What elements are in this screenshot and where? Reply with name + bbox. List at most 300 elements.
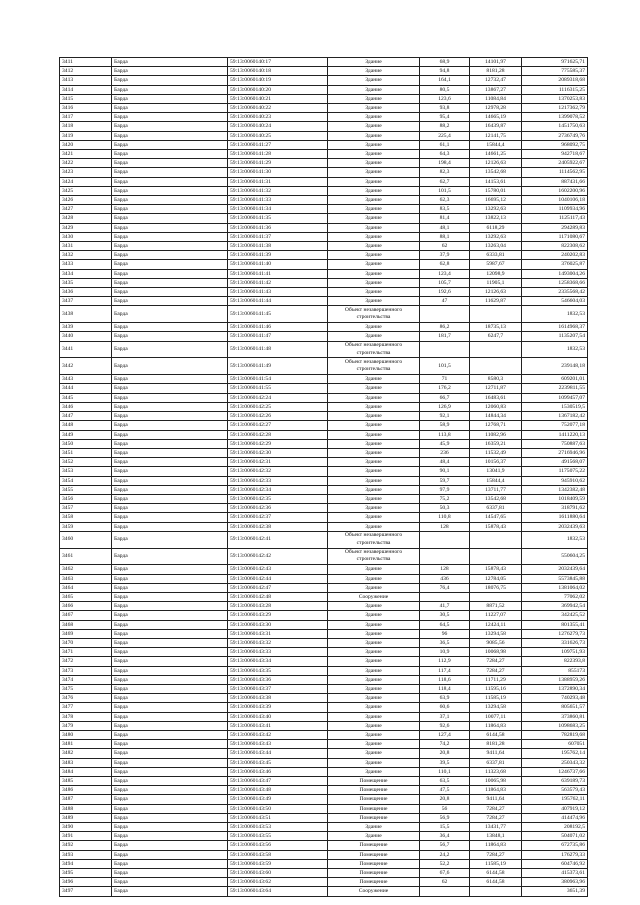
row-number: 3412 [60,67,112,76]
cadastral-value-cell: 2716946,96 [522,448,588,457]
cadastral-number-cell: 59:13:0060142:33 [228,476,328,485]
settlement-cell: Барда [112,592,228,601]
area-cell: 198,4 [420,159,470,168]
row-number: 3451 [60,448,112,457]
row-number: 3467 [60,611,112,620]
row-number: 3423 [60,168,112,177]
unit-value-cell [470,358,522,375]
table-row [60,269,588,278]
cadastral-number-cell: 59:13:0060141:38 [228,242,328,251]
unit-value-cell: 15878,43 [470,522,522,531]
object-type-cell: Здание [328,150,420,159]
unit-value-cell: 8871,52 [470,602,522,611]
cadastral-value-cell: 1611880,64 [522,513,588,522]
table-row [60,583,588,592]
cadastral-value-cell: 639189,73 [522,777,588,786]
area-cell: 128 [420,522,470,531]
table-row [60,402,588,411]
cadastral-number-cell: 59:13:0060141:55 [228,384,328,393]
area-cell: 56 [420,804,470,813]
settlement-cell: Барда [112,412,228,421]
unit-value-cell: 15878,43 [470,565,522,574]
cadastral-value-cell: 740293,48 [522,694,588,703]
settlement-cell: Барда [112,602,228,611]
settlement-cell: Барда [112,467,228,476]
cadastral-value-cell: 1451750,63 [522,122,588,131]
area-cell: 127,4 [420,730,470,739]
object-type-cell: Сооружение [328,592,420,601]
area-cell: 82,3 [420,168,470,177]
cadastral-number-cell: 59:13:0060141:31 [228,177,328,186]
cadastral-number-cell: 59:13:0060141:32 [228,186,328,195]
settlement-cell: Барда [112,878,228,887]
row-number: 3461 [60,548,112,565]
settlement-cell: Барда [112,288,228,297]
object-type-cell: Помещение [328,878,420,887]
cadastral-number-cell: 59:13:0060142:36 [228,504,328,513]
object-type-cell: Здание [328,476,420,485]
area-cell: 62,3 [420,196,470,205]
row-number: 3486 [60,786,112,795]
unit-value-cell: 14665,19 [470,113,522,122]
row-number: 3496 [60,878,112,887]
table-row [60,823,588,832]
settlement-cell: Барда [112,260,228,269]
object-type-cell: Здание [328,412,420,421]
area-cell: 92,1 [420,412,470,421]
cadastral-value-cell: 1367182,42 [522,412,588,421]
row-number: 3445 [60,393,112,402]
object-type-cell: Здание [328,421,420,430]
cadastral-number-cell: 59:13:0060141:33 [228,196,328,205]
table-row [60,485,588,494]
cadastral-value-cell: 945910,62 [522,476,588,485]
row-number: 3421 [60,150,112,159]
row-number: 3444 [60,384,112,393]
area-cell: 113,8 [420,430,470,439]
cadastral-number-cell: 59:13:0060142:41 [228,531,328,548]
area-cell: 24,2 [420,850,470,859]
cadastral-number-cell: 59:13:0060142:35 [228,494,328,503]
table-row [60,168,588,177]
area-cell: 95,4 [420,113,470,122]
cadastral-number-cell: 59:13:0060143:48 [228,786,328,795]
cadastral-value-cell: 1109934,96 [522,205,588,214]
table-row [60,648,588,657]
row-number: 3432 [60,251,112,260]
cadastral-value-cell: 77062,02 [522,592,588,601]
settlement-cell: Барда [112,657,228,666]
unit-value-cell [470,887,522,896]
unit-value-cell: 6144,58 [470,730,522,739]
area-cell: 76,4 [420,583,470,592]
settlement-cell: Барда [112,421,228,430]
area-cell: 30,5 [420,611,470,620]
settlement-cell: Барда [112,402,228,411]
cadastral-value-cell: 208192,5 [522,823,588,832]
settlement-cell: Барда [112,332,228,341]
cadastral-number-cell: 59:13:0060142:37 [228,513,328,522]
cadastral-number-cell: 59:13:0060141:39 [228,251,328,260]
area-cell: 63,5 [420,777,470,786]
table-row [60,439,588,448]
row-number: 3411 [60,58,112,67]
unit-value-cell: 13294,58 [470,703,522,712]
settlement-cell: Барда [112,113,228,122]
row-number: 3488 [60,804,112,813]
object-type-cell: Здание [328,232,420,241]
unit-value-cell: 16483,61 [470,393,522,402]
object-type-cell: Здание [328,565,420,574]
object-type-cell: Здание [328,430,420,439]
row-number: 3497 [60,887,112,896]
settlement-cell: Барда [112,341,228,358]
cadastral-number-cell: 59:13:0060142:27 [228,421,328,430]
area-cell: 118,4 [420,684,470,693]
settlement-cell: Барда [112,694,228,703]
cadastral-value-cell: 250343,32 [522,758,588,767]
area-cell: 112,9 [420,657,470,666]
cadastral-value-cell: 1114562,95 [522,168,588,177]
table-row [60,767,588,776]
cadastral-value-cell: 504071,02 [522,832,588,841]
area-cell: 236 [420,448,470,457]
cadastral-value-cell: 672735,86 [522,841,588,850]
row-number: 3475 [60,684,112,693]
object-type-cell: Здание [328,177,420,186]
table-row [60,430,588,439]
table-row [60,694,588,703]
table-row [60,522,588,531]
unit-value-cell: 13041,9 [470,467,522,476]
object-type-cell: Здание [328,288,420,297]
cadastral-value-cell: 1493004,26 [522,269,588,278]
row-number: 3448 [60,421,112,430]
row-number: 3479 [60,721,112,730]
settlement-cell: Барда [112,666,228,675]
area-cell: 74,2 [420,740,470,749]
row-number: 3428 [60,214,112,223]
unit-value-cell: 11082,96 [470,430,522,439]
object-type-cell: Здание [328,205,420,214]
object-type-cell: Здание [328,666,420,675]
settlement-cell: Барда [112,684,228,693]
table-row [60,358,588,375]
object-type-cell: Здание [328,113,420,122]
object-type-cell: Здание [328,574,420,583]
row-number: 3429 [60,223,112,232]
object-type-cell: Здание [328,767,420,776]
cadastral-value-cell: 369942,54 [522,602,588,611]
row-number: 3458 [60,513,112,522]
area-cell: 123,4 [420,269,470,278]
row-number: 3453 [60,467,112,476]
cadastral-number-cell: 59:13:0060140:25 [228,131,328,140]
area-cell: 59,7 [420,476,470,485]
table-row [60,214,588,223]
cadastral-value-cell: 550604,25 [522,548,588,565]
unit-value-cell: 10077,11 [470,712,522,721]
area-cell: 181,7 [420,332,470,341]
table-row [60,448,588,457]
unit-value-cell: 10068,98 [470,648,522,657]
area-cell: 60,6 [420,703,470,712]
table-row [60,251,588,260]
cadastral-value-cell: 855173 [522,666,588,675]
cadastral-value-cell: 176279,33 [522,850,588,859]
object-type-cell: Здание [328,458,420,467]
area-cell: 37,9 [420,251,470,260]
cadastral-number-cell: 59:13:0060143:47 [228,777,328,786]
unit-value-cell: 14547,65 [470,513,522,522]
table-row [60,375,588,384]
settlement-cell: Барда [112,565,228,574]
object-type-cell: Помещение [328,869,420,878]
cadastral-value-cell: 239148,18 [522,358,588,375]
unit-value-cell: 11323,68 [470,767,522,776]
row-number: 3487 [60,795,112,804]
object-type-cell: Здание [328,648,420,657]
object-type-cell: Здание [328,611,420,620]
area-cell: 68,9 [420,58,470,67]
cadastral-number-cell: 59:13:0060143:29 [228,611,328,620]
cadastral-number-cell: 59:13:0060142:44 [228,574,328,583]
unit-value-cell: 7284,27 [470,657,522,666]
cadastral-number-cell: 59:13:0060143:38 [228,694,328,703]
unit-value-cell: 12784,05 [470,574,522,583]
row-number: 3469 [60,629,112,638]
cadastral-value-cell: 609201,01 [522,375,588,384]
unit-value-cell: 12711,87 [470,384,522,393]
unit-value-cell: 8181,28 [470,67,522,76]
unit-value-cell [470,592,522,601]
cadastral-number-cell: 59:13:0060143:46 [228,767,328,776]
cadastral-number-cell: 59:13:0060143:55 [228,832,328,841]
object-type-cell: Здание [328,712,420,721]
settlement-cell: Барда [112,393,228,402]
cadastral-number-cell: 59:13:0060141:44 [228,297,328,306]
cadastral-value-cell: 1246737,66 [522,767,588,776]
row-number: 3476 [60,694,112,703]
table-row [60,813,588,822]
row-number: 3433 [60,260,112,269]
object-type-cell: Здание [328,393,420,402]
area-cell: 126,9 [420,402,470,411]
settlement-cell: Барда [112,177,228,186]
settlement-cell: Барда [112,384,228,393]
unit-value-cell: 12732,47 [470,76,522,85]
object-type-cell: Здание [328,721,420,730]
row-number: 3416 [60,104,112,113]
settlement-cell: Барда [112,196,228,205]
table-row [60,638,588,647]
settlement-cell: Барда [112,703,228,712]
settlement-cell: Барда [112,721,228,730]
cadastral-number-cell: 59:13:0060143:62 [228,878,328,887]
unit-value-cell: 11084,84 [470,94,522,103]
settlement-cell: Барда [112,548,228,565]
unit-value-cell: 13292,63 [470,232,522,241]
object-type-cell: Здание [328,260,420,269]
row-number: 3494 [60,859,112,868]
cadastral-number-cell: 59:13:0060141:47 [228,332,328,341]
table-row [60,412,588,421]
cadastral-value-cell: 331626,73 [522,638,588,647]
unit-value-cell: 13542,68 [470,494,522,503]
unit-value-cell: 5987,67 [470,260,522,269]
unit-value-cell: 13867,27 [470,85,522,94]
cadastral-number-cell: 59:13:0060143:36 [228,675,328,684]
settlement-cell: Барда [112,730,228,739]
unit-value-cell: 16695,12 [470,196,522,205]
settlement-cell: Барда [112,574,228,583]
unit-value-cell: 6118,29 [470,223,522,232]
settlement-cell: Барда [112,94,228,103]
row-number: 3491 [60,832,112,841]
row-number: 3457 [60,504,112,513]
cadastral-value-cell: 1832,53 [522,341,588,358]
unit-value-cell: 11711,29 [470,675,522,684]
settlement-cell: Барда [112,232,228,241]
settlement-cell: Барда [112,823,228,832]
object-type-cell: Объект незавершенного строительства [328,341,420,358]
unit-value-cell: 13263,04 [470,242,522,251]
row-number: 3459 [60,522,112,531]
settlement-cell: Барда [112,67,228,76]
cadastral-value-cell: 1175075,22 [522,467,588,476]
object-type-cell: Здание [328,730,420,739]
row-number: 3415 [60,94,112,103]
cadastral-value-cell: 414474,96 [522,813,588,822]
cadastral-number-cell: 59:13:0060143:34 [228,657,328,666]
cadastral-number-cell: 59:13:0060143:32 [228,638,328,647]
unit-value-cell [470,306,522,323]
cadastral-value-cell: 3651,39 [522,887,588,896]
cadastral-number-cell: 59:13:0060142:29 [228,439,328,448]
settlement-cell: Барда [112,76,228,85]
row-number: 3442 [60,358,112,375]
row-number: 3440 [60,332,112,341]
cadastral-value-cell: 415373,61 [522,869,588,878]
area-cell: 110,1 [420,767,470,776]
settlement-cell: Барда [112,205,228,214]
cadastral-value-table [59,57,588,897]
table-row [60,859,588,868]
settlement-cell: Барда [112,813,228,822]
cadastral-value-cell: 2335568,42 [522,288,588,297]
area-cell: 97,9 [420,485,470,494]
table-row [60,306,588,323]
settlement-cell: Барда [112,251,228,260]
row-number: 3435 [60,278,112,287]
row-number: 3463 [60,574,112,583]
area-cell: 64,3 [420,150,470,159]
cadastral-value-cell: 1832,53 [522,306,588,323]
settlement-cell: Барда [112,476,228,485]
cadastral-value-cell: 782819,68 [522,730,588,739]
row-number: 3425 [60,186,112,195]
settlement-cell: Барда [112,150,228,159]
settlement-cell: Барда [112,214,228,223]
object-type-cell: Помещение [328,795,420,804]
cadastral-number-cell: 59:13:0060143:43 [228,740,328,749]
unit-value-cell: 9085,56 [470,638,522,647]
unit-value-cell: 15844,4 [470,476,522,485]
unit-value-cell: 10065,98 [470,777,522,786]
settlement-cell: Барда [112,375,228,384]
row-number: 3449 [60,430,112,439]
cadastral-number-cell: 59:13:0060143:41 [228,721,328,730]
row-number: 3464 [60,583,112,592]
settlement-cell: Барда [112,159,228,168]
area-cell: 93,8 [420,104,470,113]
unit-value-cell: 6337,81 [470,504,522,513]
area-cell: 47,5 [420,786,470,795]
cadastral-value-cell: 342425,52 [522,611,588,620]
cadastral-value-cell: 491568,07 [522,458,588,467]
area-cell: 117,4 [420,666,470,675]
cadastral-number-cell: 59:13:0060143:28 [228,602,328,611]
cadastral-value-cell: 195762,11 [522,795,588,804]
cadastral-number-cell: 59:13:0060143:59 [228,859,328,868]
unit-value-cell: 11532,49 [470,448,522,457]
area-cell: 48,1 [420,223,470,232]
settlement-cell: Барда [112,513,228,522]
unit-value-cell: 8580,3 [470,375,522,384]
row-number: 3472 [60,657,112,666]
table-row [60,777,588,786]
object-type-cell: Здание [328,323,420,332]
table-row [60,494,588,503]
unit-value-cell: 12141,75 [470,131,522,140]
cadastral-value-cell: 968092,75 [522,140,588,149]
table-row [60,629,588,638]
area-cell: 96 [420,629,470,638]
area-cell: 56,9 [420,813,470,822]
settlement-cell: Барда [112,58,228,67]
cadastral-number-cell: 59:13:0060141:45 [228,306,328,323]
area-cell: 80,5 [420,85,470,94]
area-cell [420,341,470,358]
area-cell: 123,6 [420,94,470,103]
object-type-cell: Здание [328,332,420,341]
object-type-cell: Здание [328,657,420,666]
row-number: 3424 [60,177,112,186]
row-number: 3466 [60,602,112,611]
settlement-cell: Барда [112,278,228,287]
unit-value-cell: 6247,7 [470,332,522,341]
area-cell: 105,7 [420,278,470,287]
unit-value-cell: 9411,64 [470,795,522,804]
table-row [60,620,588,629]
settlement-cell: Барда [112,859,228,868]
area-cell: 56,7 [420,841,470,850]
cadastral-value-cell: 752077,18 [522,421,588,430]
unit-value-cell: 11227,07 [470,611,522,620]
row-number: 3480 [60,730,112,739]
row-number: 3436 [60,288,112,297]
settlement-cell: Барда [112,638,228,647]
area-cell: 176,2 [420,384,470,393]
area-cell [420,592,470,601]
settlement-cell: Барда [112,832,228,841]
row-number: 3478 [60,712,112,721]
area-cell: 67,6 [420,869,470,878]
object-type-cell: Здание [328,749,420,758]
table-row [60,341,588,358]
area-cell: 436 [420,574,470,583]
row-number: 3474 [60,675,112,684]
